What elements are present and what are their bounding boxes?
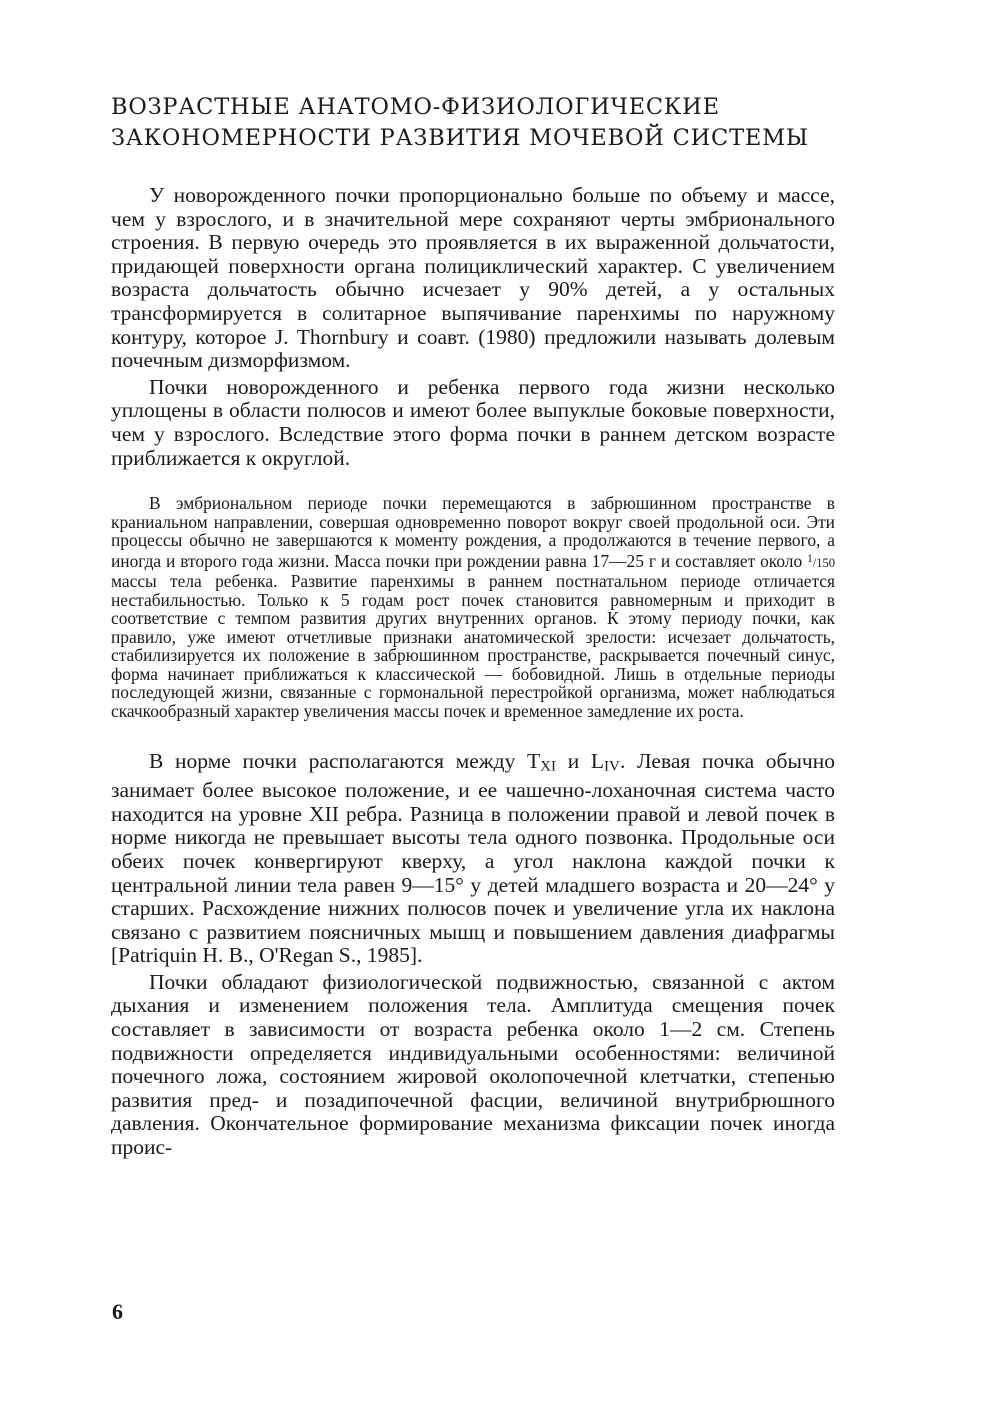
section-title-line-1: ВОЗРАСТНЫЕ АНАТОМО-ФИЗИОЛОГИЧЕСКИЕ	[111, 94, 720, 120]
mass-fraction	[807, 552, 835, 570]
paragraph-newborn-kidneys: У новорожденного почки пропорционально больше по объему и массе, чем у взрослого, и в значительной мере сохраняют черты эмбрионального строения. В первую очередь это проявляется в их выраженной дольчатости, придающей поверхности органа полициклический характер. С увеличением возраста дольчатость обычно исчезает у 90% детей, а у остальных трансформируется в солитарное выпячивание паренхимы по наружному контуру, которое J. Thornbury и соавт. (1980) предложили называть долевым почечным дизморфизмом.	[111, 183, 835, 373]
paragraph-kidney-position	[111, 750, 835, 968]
paragraph-kidney-mobility: Почки обладают физиологической подвижностью, связанной с актом дыхания и изменением положения тела. Амплитуда смещения почек составляет в зависимости от возраста ребенка около 1—2 см. Степень подвижности определяется индивидуальными особенностями: величиной почечного ложа, состоянием жировой околопочечной клетчатки, степенью развития пред- и позадипочечной фасции, величиной внутрибрюшного давления. Окончательное формирование механизма фиксации почек иногда проис-	[111, 969, 835, 1160]
vertebra-subscript-xi: XI	[540, 758, 557, 775]
norm-part-1: В норме почки располагаются между T	[149, 749, 541, 774]
small-print-part-1: В эмбриональном периоде почки перемещаются в забрюшинном пространстве в краниальном направлении, совершая одновременно поворот вокруг своей продольной оси. Эти процессы обычно не завершаются к моменту рождения, а продолжаются в течение первого, а иногда и второго года жизни. Масса почки при рождении равна 17—25 г и составляет около	[111, 493, 835, 571]
mass-fraction-numerator: 1	[807, 552, 813, 565]
page-number: 6	[112, 1299, 123, 1324]
mass-fraction-denominator: /150	[812, 555, 835, 570]
paragraph-kidney-shape: Почки новорожденного и ребенка первого года жизни несколько уплощены в области полюсов и имеют более выпуклые боковые поверхности, чем у взрослого. Вследствие этого форма почки в раннем детском возрасте приближается к округлой.	[111, 374, 835, 470]
section-title-line-2: ЗАКОНОМЕРНОСТИ РАЗВИТИЯ МОЧЕВОЙ СИСТЕМЫ	[111, 125, 809, 151]
vertebra-subscript-iv: IV	[604, 758, 620, 775]
small-print-embryonic-period	[111, 494, 835, 720]
page-body	[111, 92, 835, 1160]
small-print-part-2: массы тела ребенка. Развитие паренхимы в раннем постнатальном периоде отличается нестабильностью. Только к 5 годам рост почек становится равномерным и приходит в соответствие с темпом развития других внутренних органов. К этому периоду почки, как правило, уже имеют отчетливые признаки анатомической зрелости: исчезает дольчатость, стабилизируется их положение в забрюшинном пространстве, раскрывается почечный синус, форма начинает приближаться к классической — бобовидной. Лишь в отдельные периоды последующей жизни, связанные с гормональной перестройкой организма, может наблюдаться скачкообразный характер увеличения массы почек и временное замедление их роста.	[111, 571, 835, 721]
norm-part-3: . Левая почка обычно занимает более высокое положение, и ее чашечно-лоханочная система часто находится на уровне XII ребра. Разница в положении правой и левой почек в норме никогда не превышает высоты тела одного позвонка. Продольные оси обеих почек конвергируют кверху, а угол наклона каждой почки к центральной линии тела равен 9—15° у детей младшего возраста и 20—24° у старших. Расхождение нижних полюсов почек и увеличение угла их наклона связано с развитием поясничных мышц и повышением давления диафрагмы [Patriquin H. B., O'Regan S., 1985].	[111, 749, 835, 968]
norm-part-2: и L	[556, 749, 605, 774]
section-title	[111, 92, 835, 154]
